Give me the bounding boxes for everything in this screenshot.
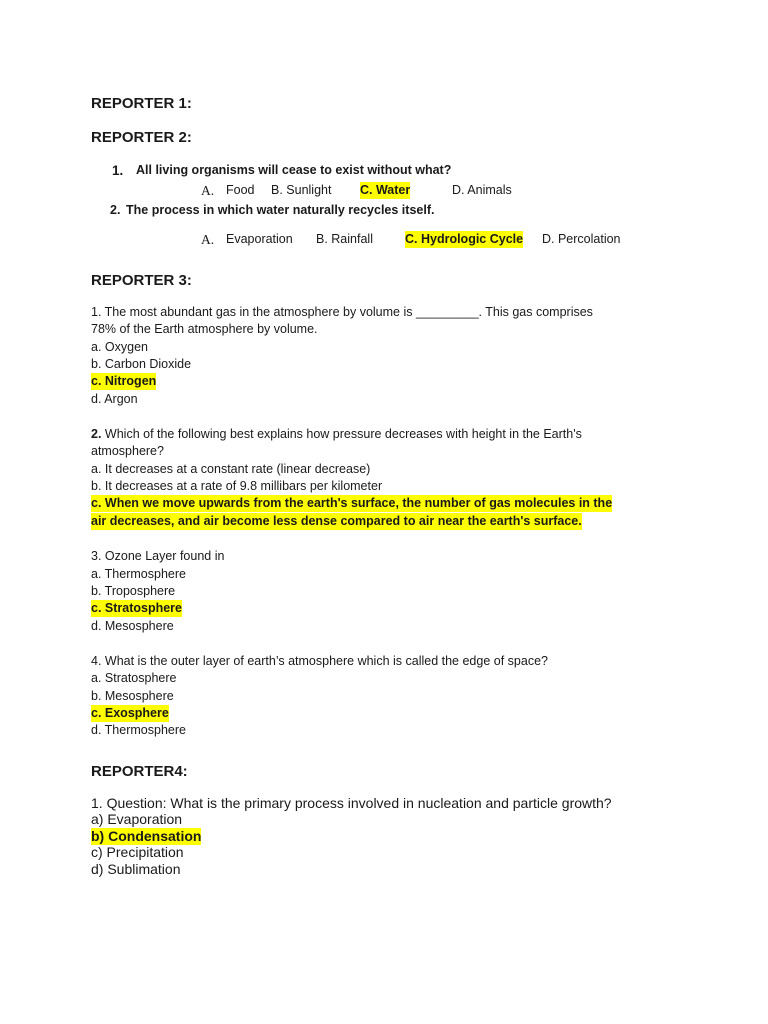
r3-q4-question: 4. What is the outer layer of earth’s atmosphere which is called the edge of space? bbox=[91, 654, 548, 668]
r4-q1-option-a: a) Evaporation bbox=[91, 811, 183, 827]
r3-q3-question: 3. Ozone Layer found in bbox=[91, 549, 225, 563]
r2-q1-text: All living organisms will cease to exist without what? bbox=[136, 163, 452, 177]
r3-q1-option-c-answer: c. Nitrogen bbox=[91, 374, 157, 388]
r4-q1-option-b-answer: b) Condensation bbox=[91, 828, 202, 844]
r2-q1-number: 1. bbox=[112, 163, 124, 178]
reporter-1-heading: REPORTER 1: bbox=[91, 95, 192, 112]
r3-q1-option-d: d. Argon bbox=[91, 392, 138, 406]
r2-q1-choice-a-letter: A. bbox=[201, 183, 215, 198]
r2-q2-choice-a-letter: A. bbox=[201, 232, 215, 247]
r3-q1-option-a: a. Oxygen bbox=[91, 340, 148, 354]
r4-q1-question: 1. Question: What is the primary process involved in nucleation and particle growth? bbox=[91, 795, 612, 811]
r3-q2-line-1 bbox=[91, 426, 582, 443]
r3-q3-option-d: d. Mesosphere bbox=[91, 619, 174, 633]
reporter-4-heading: REPORTER4: bbox=[91, 763, 188, 780]
r3-q2-option-a: a. It decreases at a constant rate (linear decrease) bbox=[91, 462, 371, 476]
r3-q2-option-b: b. It decreases at a rate of 9.8 millibars per kilometer bbox=[91, 479, 383, 493]
r2-q2-choice-b: B. Rainfall bbox=[316, 232, 373, 246]
r2-q2-choice-c-answer: C. Hydrologic Cycle bbox=[405, 232, 524, 246]
r3-q4-option-b: b. Mesosphere bbox=[91, 689, 174, 703]
r3-q2-answer-line-1: c. When we move upwards from the earth's surface, the number of gas molecules in the bbox=[91, 496, 613, 510]
r2-q2-number: 2. bbox=[110, 203, 121, 217]
r4-q1-option-d: d) Sublimation bbox=[91, 861, 181, 877]
r3-q2-line-1-text: Which of the following best explains how pressure decreases with height in the Earth's bbox=[101, 427, 582, 441]
r3-q2-line-2: atmosphere? bbox=[91, 444, 164, 458]
r4-q1-option-c: c) Precipitation bbox=[91, 844, 184, 860]
reporter-3-heading: REPORTER 3: bbox=[91, 272, 192, 289]
r2-q1-choice-d: D. Animals bbox=[452, 183, 512, 197]
r3-q4-option-c-answer: c. Exosphere bbox=[91, 706, 169, 720]
r2-q1-choice-c-answer: C. Water bbox=[360, 183, 411, 197]
r3-q4-option-a: a. Stratosphere bbox=[91, 671, 177, 685]
r3-q3-option-c-answer: c. Stratosphere bbox=[91, 601, 183, 615]
r2-q2-choice-a: Evaporation bbox=[226, 232, 293, 246]
r2-q2-text: The process in which water naturally recycles itself. bbox=[126, 203, 435, 217]
reporter-2-heading: REPORTER 2: bbox=[91, 129, 192, 146]
r2-q2-choice-d: D. Percolation bbox=[542, 232, 621, 246]
r3-q3-option-a: a. Thermosphere bbox=[91, 567, 186, 581]
r2-q1-choice-b: B. Sunlight bbox=[271, 183, 332, 197]
r3-q2-answer-line-2: air decreases, and air become less dense compared to air near the earth's surface. bbox=[91, 514, 582, 528]
r3-q1-option-b: b. Carbon Dioxide bbox=[91, 357, 192, 371]
r3-q2-number: 2. bbox=[91, 427, 102, 441]
r3-q4-option-d: d. Thermosphere bbox=[91, 723, 186, 737]
r2-q1-choice-a: Food bbox=[226, 183, 255, 197]
r3-q3-option-b: b. Troposphere bbox=[91, 584, 176, 598]
r3-q1-line-2: 78% of the Earth atmosphere by volume. bbox=[91, 322, 318, 336]
r3-q1-line-1: 1. The most abundant gas in the atmosphere by volume is _________. This gas comprises bbox=[91, 305, 593, 319]
